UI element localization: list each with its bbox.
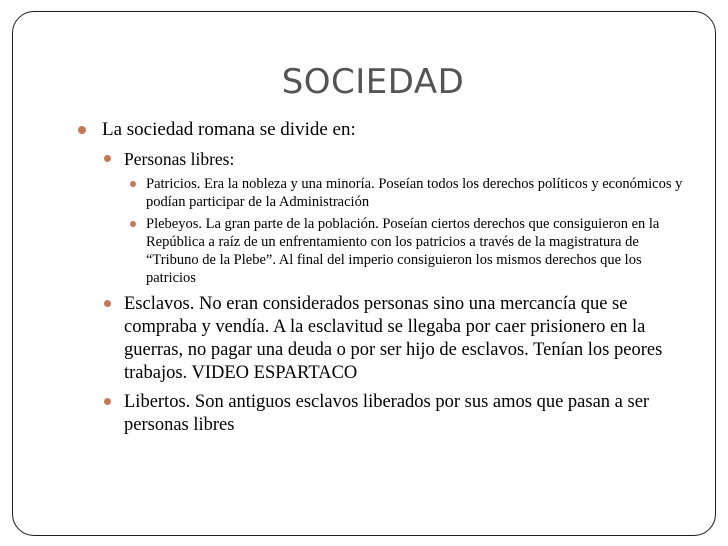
bullet-icon xyxy=(130,181,136,187)
bullet-text: Personas libres: xyxy=(124,149,235,169)
bullet-text: Libertos. Son antiguos esclavos liberados por sus amos que pasan a ser personas libres xyxy=(124,392,650,435)
slide-title: SOCIEDAD xyxy=(281,62,465,102)
bullet-text: Patricios. Era la nobleza y una minoría. Poseían todos los derechos políticos y económicos y podían participar de la Administración xyxy=(146,176,683,210)
bullet-text: Esclavos. No eran considerados personas sino una mercancía que se compraba y vendía. A la esclavitud se llegaba por caer prisionero en la guerras, no pagar una deuda o por ser hijo de esclavos. Tenían los peores trabajos. VIDEO ESPARTACO xyxy=(124,294,663,383)
bullet-icon xyxy=(130,221,136,227)
bullet-item-sociedad xyxy=(78,118,695,142)
bullet-item-personas-libres xyxy=(104,148,695,171)
bullet-icon xyxy=(78,126,86,134)
bullet-text: La sociedad romana se divide en: xyxy=(102,119,356,140)
bullet-list xyxy=(70,118,695,437)
bullet-item-patricios xyxy=(130,175,695,211)
bullet-icon xyxy=(104,155,111,162)
bullet-item-esclavos xyxy=(104,293,695,385)
bullet-icon xyxy=(104,300,111,307)
bullet-item-plebeyos xyxy=(130,215,695,287)
bullet-icon xyxy=(104,398,111,405)
bullet-item-libertos xyxy=(104,391,695,437)
bullet-text: Plebeyos. La gran parte de la población. Poseían ciertos derechos que consiguieron en la República a raíz de un enfrentamiento con los patricios a través de la magistratura de “Tribuno de la Plebe”. Al final del imperio consiguieron los mismos derechos que los patricios xyxy=(146,216,660,286)
